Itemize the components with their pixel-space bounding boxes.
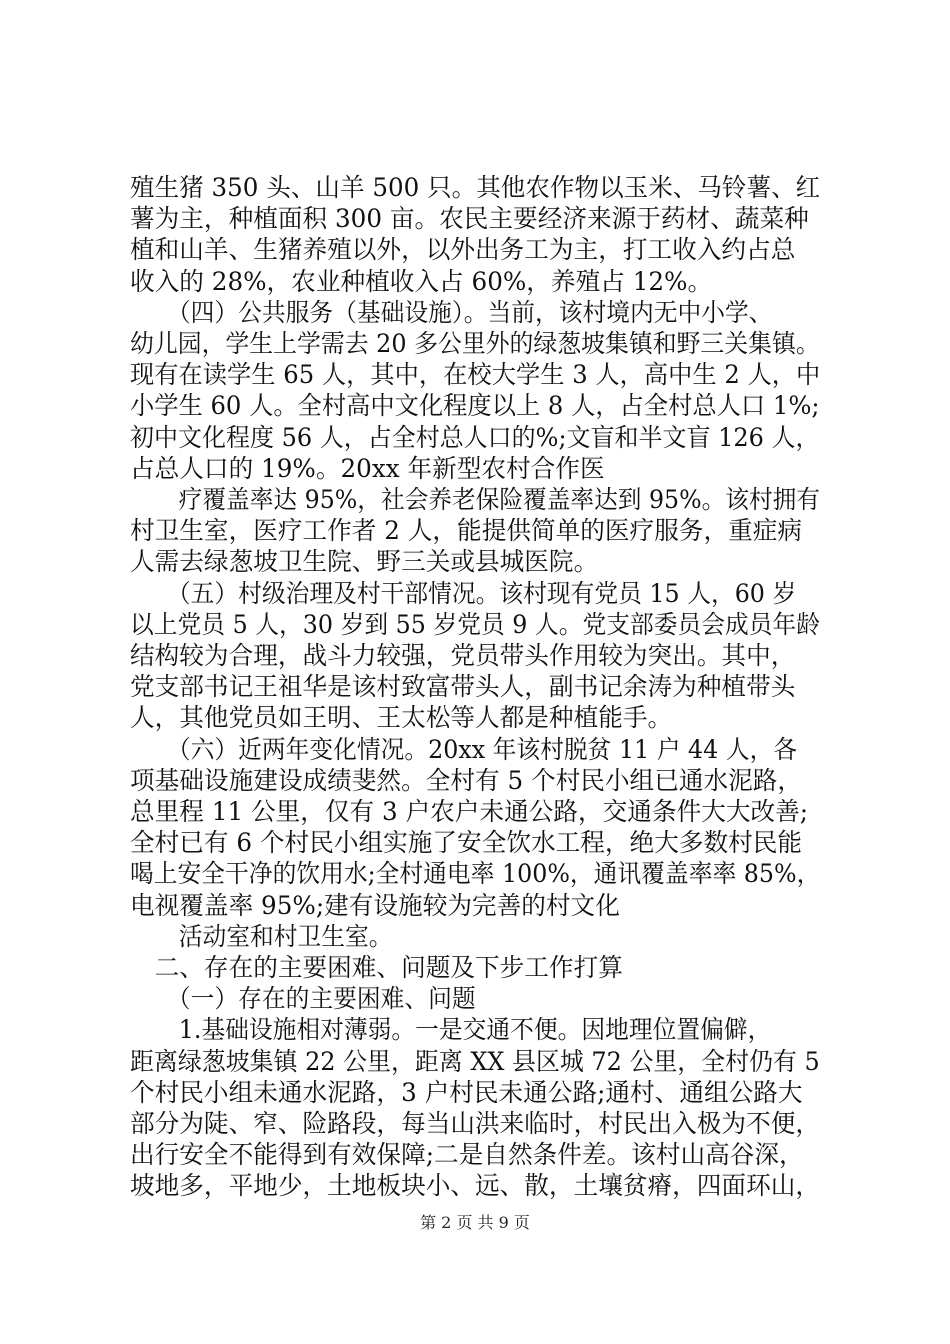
text-line: 小学生 60 人。全村高中文化程度以上 8 人，占全村总人口 1%;: [130, 391, 820, 421]
text-line: 薯为主，种植面积 300 亩。农民主要经济来源于药材、蔬菜种: [130, 204, 809, 234]
text-line: 结构较为合理，战斗力较强，党员带头作用较为突出。其中，: [130, 641, 796, 670]
text-line: 初中文化程度 56 人，占全村总人口的%;文盲和半文盲 126 人，: [130, 422, 820, 452]
text-line: 人，其他党员如王明、王太松等人都是种植能手。: [130, 703, 673, 733]
subsection-heading: （一）存在的主要困难、问题: [155, 984, 476, 1014]
text-line: 党支部书记王祖华是该村致富带头人，副书记余涛为种植带头: [130, 672, 796, 702]
text-line: 以上党员 5 人，30 岁到 55 岁党员 9 人。党支部委员会成员年龄: [130, 609, 821, 639]
text-line: 殖生猪 350 头、山羊 500 只。其他农作物以玉米、马铃薯、红: [130, 173, 821, 202]
text-line: 个村民小组未通水泥路，3 户村民未通公路;通村、通组公路大: [130, 1077, 803, 1107]
text-line: 人需去绿葱坡卫生院、野三关或县城医院。: [130, 547, 599, 577]
text-line: 现有在读学生 65 人，其中，在校大学生 3 人，高中生 2 人，中: [130, 360, 821, 390]
text-line: （六）近两年变化情况。20xx 年该村脱贫 11 户 44 人，各: [155, 734, 798, 764]
text-line: 占总人口的 19%。20xx 年新型农村合作医: [130, 453, 605, 483]
text-line: 电视覆盖率 95%;建有设施较为完善的村文化: [130, 890, 620, 920]
text-line: 坡地多，平地少，土地板块小、远、散，土壤贫瘠，四面环山，: [130, 1171, 821, 1201]
text-line: 植和山羊、生猪养殖以外，以外出务工为主，打工收入约占总: [130, 235, 796, 265]
text-line: （五）村级治理及村干部情况。该村现有党员 15 人，60 岁: [155, 578, 797, 608]
text-line: 疗覆盖率达 95%，社会养老保险覆盖率达到 95%。该村拥有: [155, 485, 821, 514]
text-line: 全村已有 6 个村民小组实施了安全饮水工程，绝大多数村民能: [130, 828, 803, 858]
text-line: （四）公共服务（基础设施）。当前，该村境内无中小学、: [155, 297, 773, 327]
text-line: 活动室和村卫生室。: [155, 921, 393, 951]
text-line: 幼儿园，学生上学需去 20 多公里外的绿葱坡集镇和野三关集镇。: [130, 329, 820, 358]
page-footer: 第 2 页 共 9 页: [420, 1213, 530, 1232]
text-line: 1.基础设施相对薄弱。一是交通不便。因地理位置偏僻，: [155, 1015, 772, 1045]
text-line: 喝上安全干净的饮用水;全村通电率 100%，通讯覆盖率率 85%，: [130, 859, 821, 889]
text-line: 距离绿葱坡集镇 22 公里，距离 XX 县区城 72 公里，全村仍有 5: [130, 1046, 820, 1076]
text-line: 总里程 11 公里，仅有 3 户农户未通公路，交通条件大大改善;: [130, 797, 809, 826]
text-line: 项基础设施建设成绩斐然。全村有 5 个村民小组已通水泥路，: [130, 765, 803, 795]
text-line: 部分为陡、窄、险路段，每当山洪来临时，村民出入极为不便，: [130, 1109, 821, 1138]
text-line: 出行安全不能得到有效保障;二是自然条件差。该村山高谷深，: [130, 1140, 804, 1170]
text-line: 收入的 28%，农业种植收入占 60%，养殖占 12%。: [130, 266, 713, 296]
section-heading: 二、存在的主要困难、问题及下步工作打算: [130, 953, 623, 982]
text-line: 村卫生室，医疗工作者 2 人，能提供简单的医疗服务，重症病: [130, 516, 803, 546]
